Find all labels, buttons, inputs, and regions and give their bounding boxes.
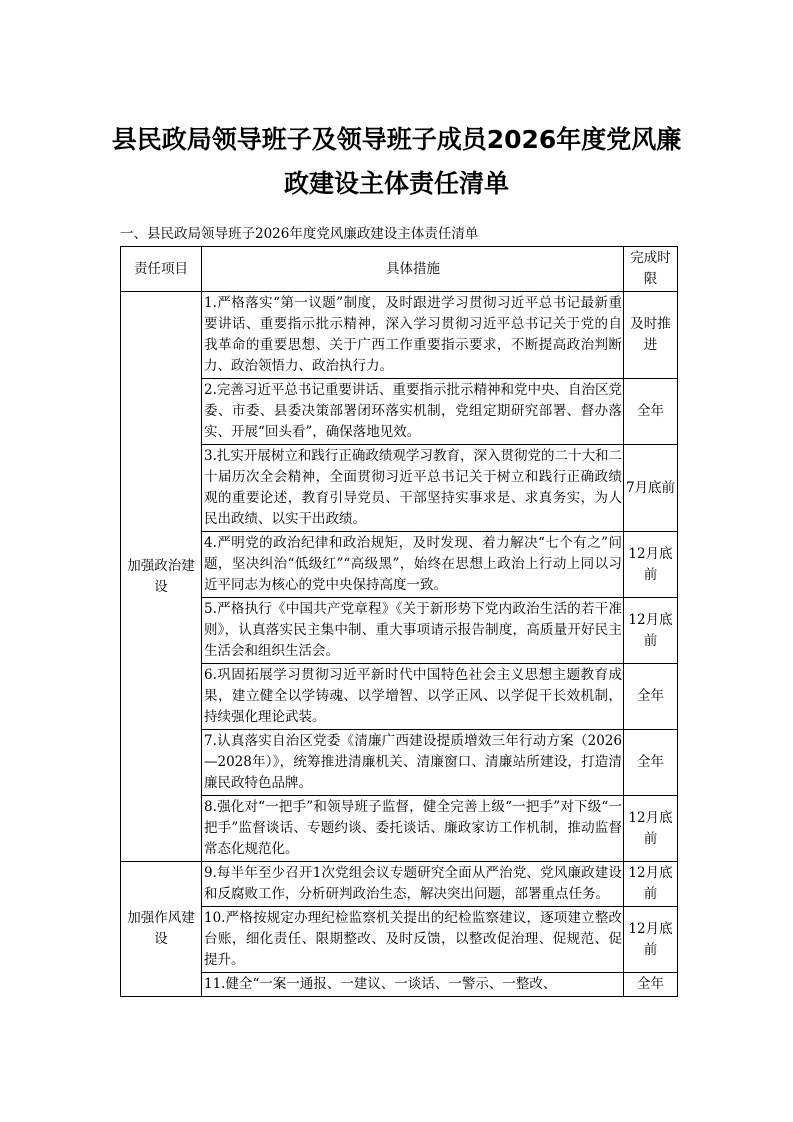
table-row: [121, 796, 678, 862]
header-measures: 具体措施: [202, 247, 624, 292]
document-title: [0, 118, 793, 206]
deadline-cell: 12月底前: [624, 532, 678, 598]
deadline-cell: 及时推进: [624, 292, 678, 379]
project-cell: 加强作风建设: [121, 862, 202, 997]
measure-cell: 4.严明党的政治纪律和政治规矩，及时发现、着力解决“七个有之”问题，坚决纠治“低级红”“高级黑”，始终在思想上政治上行动上同以习近平同志为核心的党中央保持高度一致。: [202, 532, 624, 598]
table-row: [121, 532, 678, 598]
deadline-cell: 7月底前: [624, 445, 678, 532]
table-row: [121, 664, 678, 730]
table-row: [121, 907, 678, 973]
table-row: [121, 445, 678, 532]
measure-cell: 9.每半年至少召开1次党组会议专题研究全面从严治党、党风廉政建设和反腐败工作，分析研判政治生态，解决突出问题，部署重点任务。: [202, 862, 624, 907]
deadline-cell: 全年: [624, 379, 678, 445]
table-row: [121, 379, 678, 445]
measure-cell: 10.严格按规定办理纪检监察机关提出的纪检监察建议，逐项建立整改台账，细化责任、限期整改、及时反馈，以整改促治理、促规范、促提升。: [202, 907, 624, 973]
section-heading: 一、县民政局领导班子2026年度党风廉政建设主体责任清单: [120, 226, 479, 242]
measure-cell: 5.严格执行《中国共产党章程》《关于新形势下党内政治生活的若干准则》，认真落实民主集中制、重大事项请示报告制度，高质量开好民主生活会和组织生活会。: [202, 598, 624, 664]
table-row: [121, 292, 678, 379]
deadline-cell: 全年: [624, 664, 678, 730]
table-row: [121, 973, 678, 997]
deadline-cell: 12月底前: [624, 796, 678, 862]
table-row: [121, 730, 678, 796]
deadline-cell: 12月底前: [624, 862, 678, 907]
title-line-2: 政建设主体责任清单: [283, 169, 509, 198]
project-cell: 加强政治建设: [121, 292, 202, 862]
deadline-cell: 12月底前: [624, 907, 678, 973]
table-row: [121, 862, 678, 907]
header-project: 责任项目: [121, 247, 202, 292]
measure-cell: 6.巩固拓展学习贯彻习近平新时代中国特色社会主义思想主题教育成果，建立健全以学铸魂、以学增智、以学正风、以学促干长效机制，持续强化理论武装。: [202, 664, 624, 730]
table-header-row: [121, 247, 678, 292]
measure-cell: 7.认真落实自治区党委《清廉广西建设提质增效三年行动方案（2026—2028年）》，统筹推进清廉机关、清廉窗口、清廉站所建设，打造清廉民政特色品牌。: [202, 730, 624, 796]
deadline-cell: 12月底前: [624, 598, 678, 664]
deadline-cell: 全年: [624, 973, 678, 997]
responsibility-table: [120, 246, 678, 997]
deadline-cell: 全年: [624, 730, 678, 796]
measure-cell: 1.严格落实“第一议题”制度，及时跟进学习贯彻习近平总书记最新重要讲话、重要指示批示精神，深入学习贯彻习近平总书记关于党的自我革命的重要思想、关于广西工作重要指示要求，不断提高政治判断力、政治领悟力、政治执行力。: [202, 292, 624, 379]
measure-cell: 2.完善习近平总书记重要讲话、重要指示批示精神和党中央、自治区党委、市委、县委决策部署闭环落实机制，党组定期研究部署、督办落实、开展“回头看”，确保落地见效。: [202, 379, 624, 445]
table-row: [121, 598, 678, 664]
header-deadline: 完成时限: [624, 247, 678, 292]
title-line-1: 县民政局领导班子及领导班子成员2026年度党风廉: [111, 125, 682, 154]
measure-cell: 11.健全“一案一通报、一建议、一谈话、一警示、一整改、: [202, 973, 624, 997]
measure-cell: 8.强化对“一把手”和领导班子监督，健全完善上级“一把手”对下级“一把手”监督谈话、专题约谈、委托谈话、廉政家访工作机制，推动监督常态化规范化。: [202, 796, 624, 862]
measure-cell: 3.扎实开展树立和践行正确政绩观学习教育，深入贯彻党的二十大和二十届历次全会精神，全面贯彻习近平总书记关于树立和践行正确政绩观的重要论述，教育引导党员、干部坚持实事求是、求真务实，为人民出政绩、以实干出政绩。: [202, 445, 624, 532]
